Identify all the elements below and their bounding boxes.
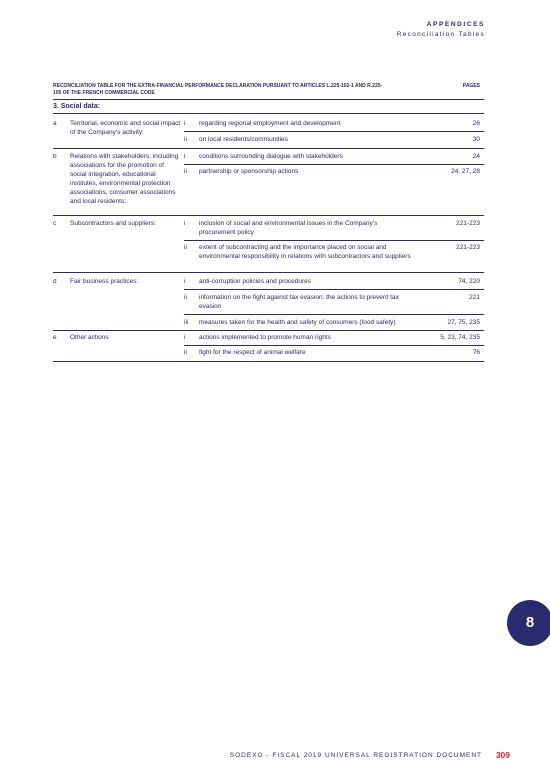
item-description: on local residents/communities: [199, 136, 288, 143]
item-number: ii: [184, 349, 187, 356]
item-number: ii: [184, 136, 187, 143]
item-number: i: [184, 278, 186, 285]
group-topic: Fair business practices:: [70, 278, 139, 285]
item-number: i: [184, 120, 186, 127]
group-topic: Subcontractors and suppliers:: [70, 220, 156, 227]
item-pages: 74, 220: [458, 278, 480, 285]
header-subsection: Reconciliation Tables: [396, 31, 485, 38]
item-number: i: [184, 220, 186, 227]
item-number: i: [184, 153, 186, 160]
table-title: RECONCILIATION TABLE FOR THE EXTRA-FINANCIAL PERFORMANCE DECLARATION PURSUANT TO ARTICLES L.225-102-1 AND R.225-105 OF THE FRENCH COMMERCIAL CODE: [53, 83, 383, 96]
pages-column-header: PAGES: [462, 83, 480, 89]
group-topic: Relations with stakeholders, including associations for the promotion of social integration, educational institutes, environmental protection associations, consumer associations and local residents:: [70, 153, 179, 205]
item-number: i: [184, 334, 186, 341]
item-divider: [184, 164, 484, 165]
group-divider: [53, 148, 484, 149]
table-header: [53, 83, 484, 96]
group-d: [53, 277, 484, 331]
item-description: extent of subcontracting and the importance placed on social and environmental responsibility in relations with subcontractors and suppliers: [199, 244, 411, 260]
item-number: iii: [184, 319, 189, 326]
group-a: [53, 119, 484, 149]
item-description: partnership or sponsorship actions: [199, 168, 299, 175]
item-description: measures taken for the health and safety of consumers (food safety): [199, 319, 396, 326]
item-divider: [184, 314, 484, 315]
group-letter: e: [53, 334, 57, 341]
item-divider: [184, 345, 484, 346]
item-description: fight for the respect of animal welfare: [199, 349, 306, 356]
item-description: actions implemented to promote human rights: [199, 334, 331, 341]
item-divider: [184, 240, 484, 241]
footer-text: SODEXO - FISCAL 2019 UNIVERSAL REGISTRATION DOCUMENT: [229, 752, 482, 759]
group-e: [53, 333, 484, 363]
group-topic: Territorial, economic and social impact of the Company’s activity:: [70, 120, 181, 136]
header-section: APPENDICES: [426, 21, 485, 28]
group-divider: [53, 272, 484, 273]
item-pages: 221-223: [456, 244, 480, 251]
item-pages: 26: [472, 120, 480, 127]
item-description: regarding regional employment and development: [199, 120, 341, 127]
group-c: [53, 219, 484, 273]
group-letter: a: [53, 120, 57, 127]
page-number: 309: [495, 750, 510, 760]
item-number: ii: [184, 294, 187, 301]
item-number: ii: [184, 168, 187, 175]
item-divider: [184, 131, 484, 132]
item-description: conditions surrounding dialogue with stakeholders: [199, 153, 343, 160]
item-pages: 27, 75, 235: [447, 319, 480, 326]
item-pages: 76: [472, 349, 480, 356]
group-letter: b: [53, 153, 57, 160]
table-bottom-rule: [53, 361, 484, 362]
section-title: 3. Social data:: [53, 103, 101, 110]
group-topic: Other actions: [70, 334, 109, 341]
section-rule: [53, 113, 484, 114]
item-divider: [184, 289, 484, 290]
item-pages: 5, 23, 74, 235: [440, 334, 480, 341]
item-pages: 24, 27, 28: [451, 168, 480, 175]
item-pages: 30: [472, 136, 480, 143]
table-top-rule: [53, 99, 484, 100]
item-pages: 24: [472, 153, 480, 160]
group-divider: [53, 215, 484, 216]
item-description: information on the fight against tax evasion: the actions to prevent tax evasion: [199, 294, 399, 310]
group-divider: [53, 330, 484, 331]
group-letter: c: [53, 220, 57, 227]
group-letter: d: [53, 278, 57, 285]
item-pages: 221: [469, 294, 480, 301]
item-pages: 221-223: [456, 220, 480, 227]
item-description: anti-corruption policies and procedures: [199, 278, 312, 285]
item-description: inclusion of social and environmental issues in the Company’s procurement policy: [199, 220, 378, 236]
item-number: ii: [184, 244, 187, 251]
chapter-tab[interactable]: 8: [507, 600, 550, 646]
group-b: [53, 152, 484, 216]
